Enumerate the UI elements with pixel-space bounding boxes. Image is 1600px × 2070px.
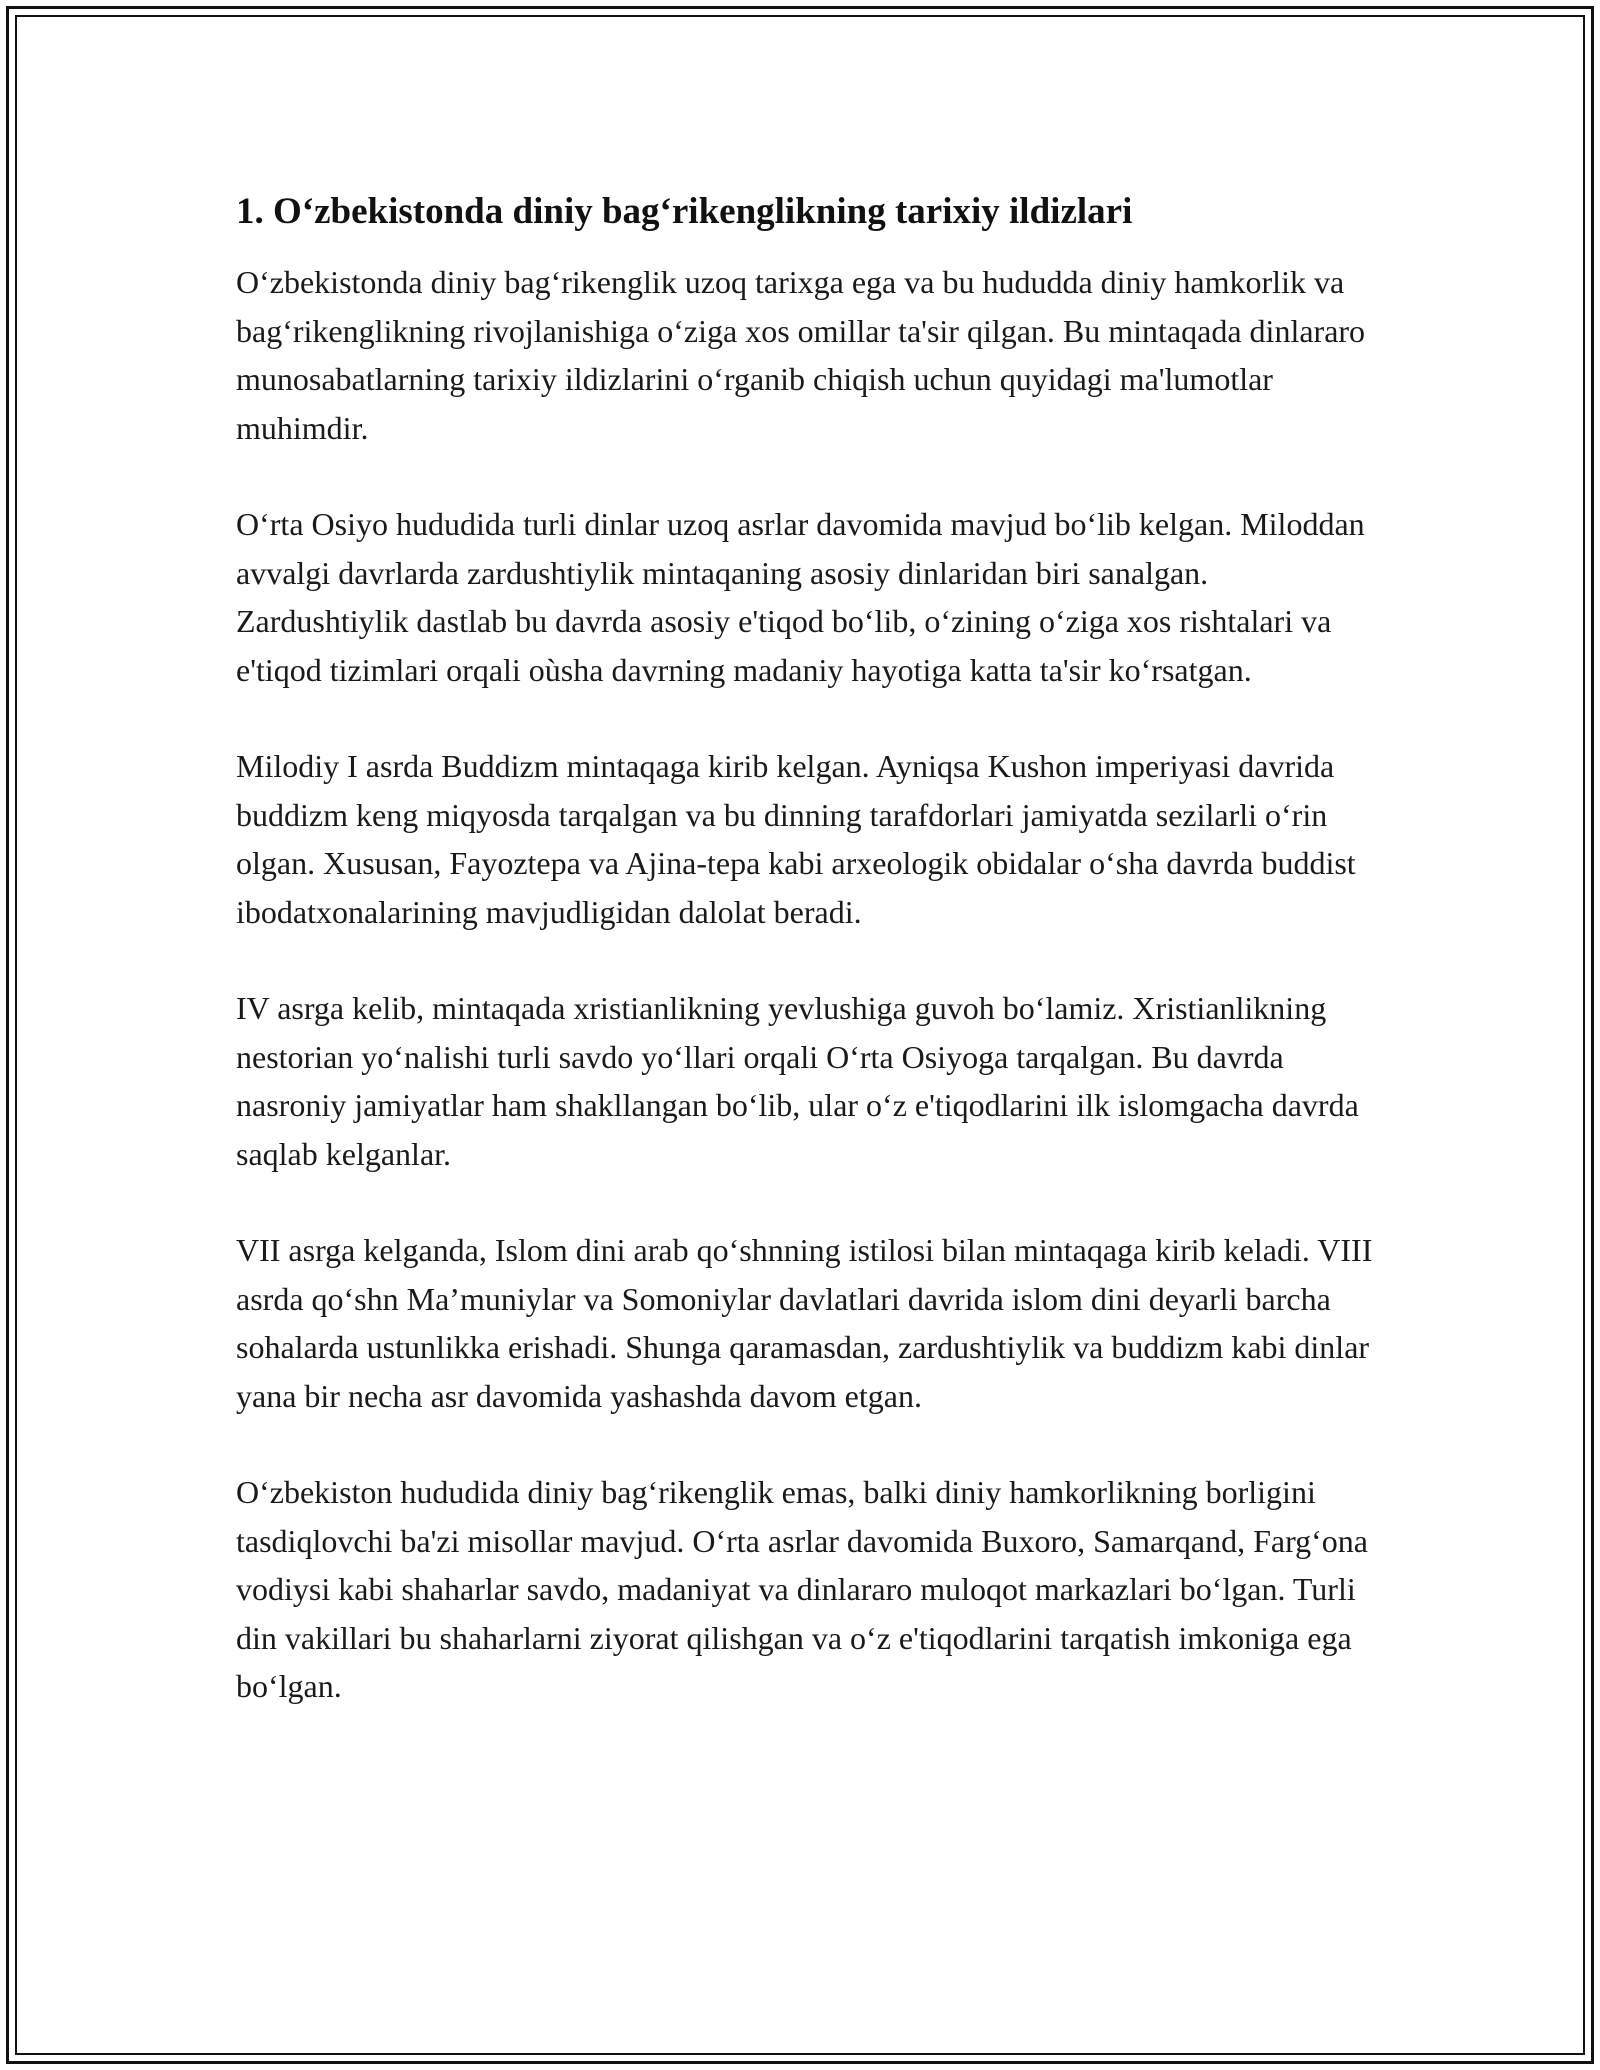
paragraph-islam: VII asrga kelganda, Islom dini arab qo‘shnning istilosi bilan mintaqaga kirib keladi. VIII asrda qo‘shn Ma’muniylar va Somoniylar davlatlari davrida islom dini deyarli barcha sohalarda ustunlikka erishadi. Shunga qaramasdan, zardushtiylik va buddizm kabi dinlar yana bir necha asr davomida yashashda davom etgan. (236, 1232, 1373, 1414)
section-heading: 1. O‘zbekistonda diniy bag‘rikenglikning tarixiy ildizlari (236, 191, 1133, 232)
paragraph-cooperation: O‘zbekiston hududida diniy bag‘rikenglik emas, balki diniy hamkorlikning borligini tasdiqlovchi ba'zi misollar mavjud. O‘rta asrlar davomida Buxoro, Samarqand, Farg‘ona vodiysi kabi shaharlar savdo, madaniyat va dinlararo muloqot markazlari bo‘lgan. Turli din vakillari bu shaharlarni ziyorat qilishgan va o‘z e'tiqodlarini tarqatish imkoniga ega bo‘lgan. (236, 1474, 1368, 1704)
paragraph-intro: O‘zbekistonda diniy bag‘rikenglik uzoq tarixga ega va bu hududda diniy hamkorlik va bag‘rikenglikning rivojlanishiga o‘ziga xos omillar ta'sir qilgan. Bu mintaqada dinlararo munosabatlarning tarixiy ildizlarini o‘rganib chiqish uchun quyidagi ma'lumotlar muhimdir. (236, 264, 1366, 446)
paragraph-zoroastrianism: O‘rta Osiyo hududida turli dinlar uzoq asrlar davomida mavjud bo‘lib kelgan. Miloddan avvalgi davrlarda zardushtiylik mintaqaning asosiy dinlaridan biri sanalgan. Zardushtiylik dastlab bu davrda asosiy e'tiqod bo‘lib, o‘zining o‘ziga xos rishtalari va e'tiqod tizimlari orqali oùsha davrning madaniy hayotiga katta ta'sir ko‘rsatgan. (236, 506, 1365, 688)
paragraph-christianity: IV asrga kelib, mintaqada xristianlikning yevlushiga guvoh bo‘lamiz. Xristianlikning nestorian yo‘nalishi turli savdo yo‘llari orqali O‘rta Osiyoga tarqalgan. Bu davrda nasroniy jamiyatlar ham shakllangan bo‘lib, ular o‘z e'tiqodlarini ilk islomgacha davrda saqlab kelganlar. (236, 990, 1359, 1172)
paragraph-buddhism: Milodiy I asrda Buddizm mintaqaga kirib kelgan. Ayniqsa Kushon imperiyasi davrida buddizm keng miqyosda tarqalgan va bu dinning tarafdorlari jamiyatda sezilarli o‘rin olgan. Xususan, Fayoztepa va Ajina-tepa kabi arxeologik obidalar o‘sha davrda buddist ibodatxonalarining mavjudligidan dalolat beradi. (236, 748, 1356, 930)
document-body (236, 188, 1376, 1711)
